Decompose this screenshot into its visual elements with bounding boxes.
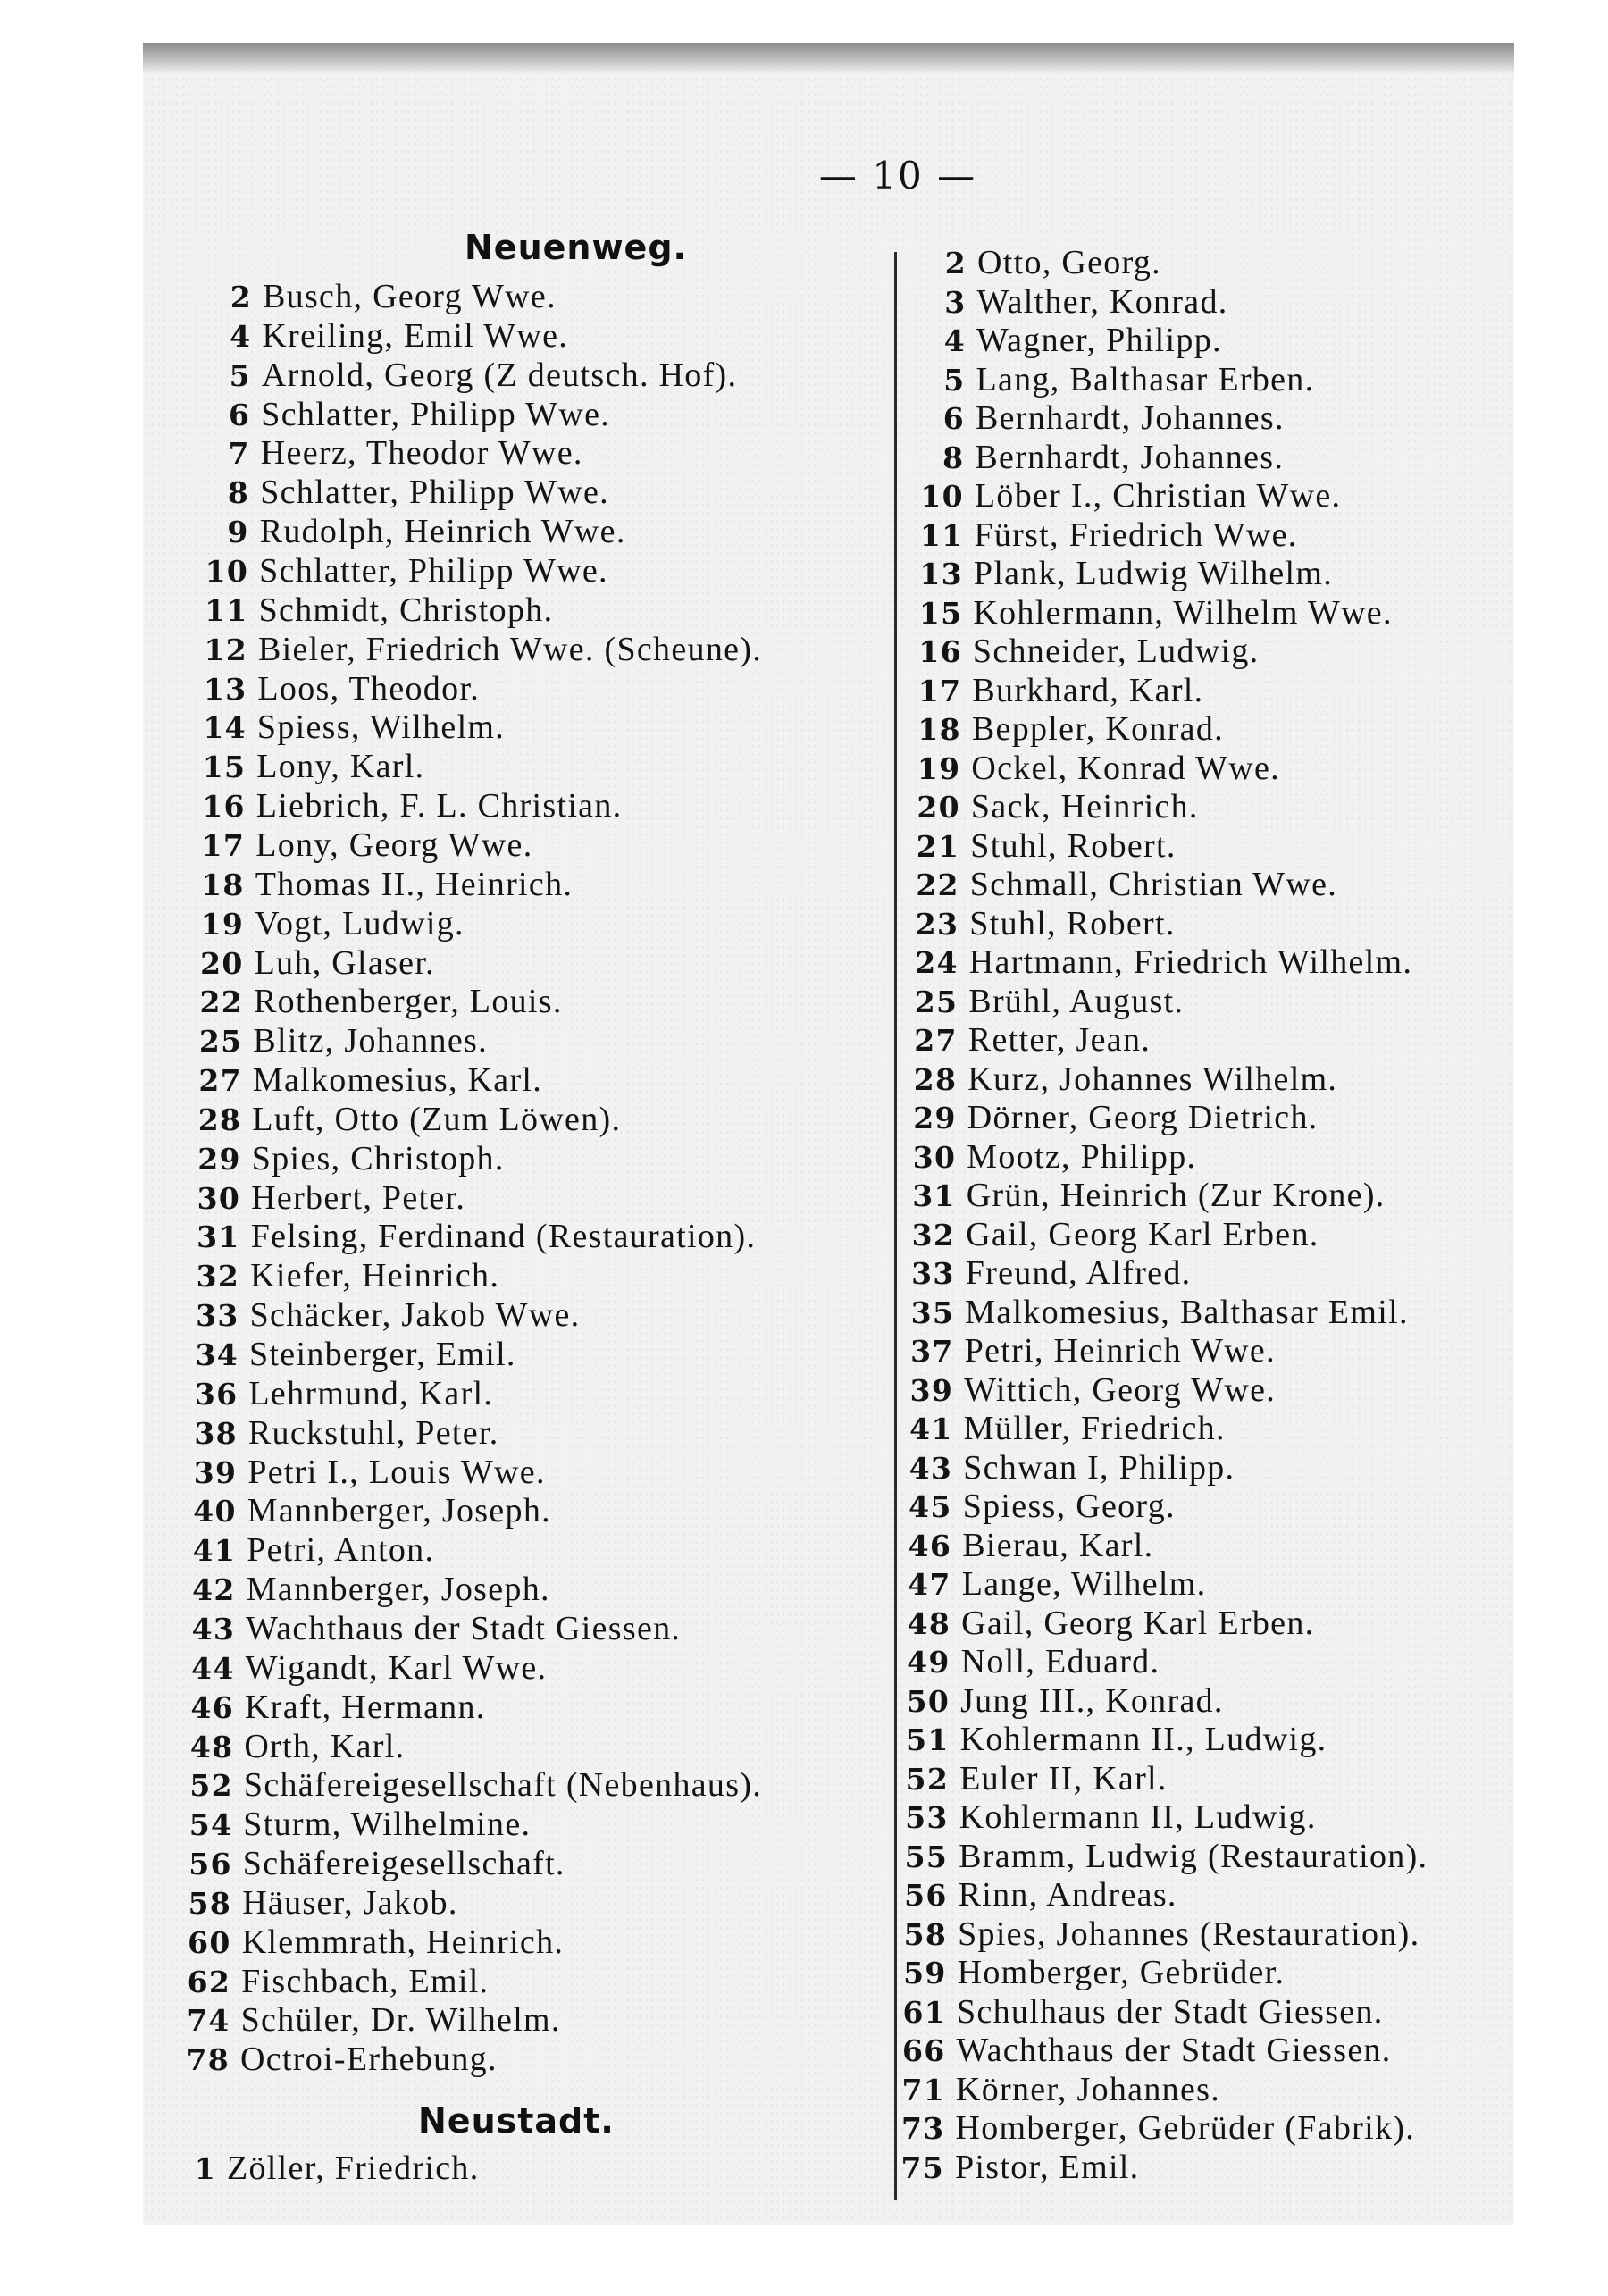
- resident-name: Häuser, Jakob.: [242, 1883, 458, 1922]
- list-item: [176, 1883, 457, 1923]
- list-item: [178, 1727, 405, 1766]
- resident-name: Wachthaus der Stadt Giessen.: [246, 1609, 682, 1647]
- resident-name: Petri, Anton.: [247, 1531, 435, 1570]
- house-number: 7: [228, 436, 250, 472]
- list-item: [194, 512, 626, 551]
- resident-name: Bernhardt, Johannes.: [975, 438, 1285, 476]
- house-number: 28: [913, 1061, 958, 1097]
- resident-name: Euler II, Karl.: [959, 1759, 1168, 1797]
- list-item: [901, 1060, 1337, 1099]
- house-number: 17: [917, 673, 962, 708]
- house-number: 27: [198, 1063, 242, 1098]
- list-item: [179, 1688, 486, 1727]
- list-item: [899, 1293, 1409, 1332]
- house-number: 23: [915, 906, 959, 942]
- list-item: [195, 395, 610, 434]
- resident-name: Dörner, Georg Dietrich.: [967, 1099, 1319, 1136]
- list-item: [890, 2070, 1220, 2109]
- house-number: 46: [190, 1689, 234, 1725]
- list-item: [900, 1176, 1386, 1215]
- house-number: 37: [910, 1334, 954, 1369]
- list-item: [185, 1178, 465, 1218]
- resident-name: Petri I., Louis Wwe.: [247, 1453, 546, 1491]
- house-number: 18: [917, 712, 961, 747]
- list-item: [189, 865, 573, 904]
- resident-name: Schäfereigesellschaft.: [242, 1845, 565, 1882]
- list-item: [181, 1453, 545, 1492]
- house-number: 45: [909, 1489, 952, 1524]
- house-number: 15: [918, 595, 963, 631]
- resident-name: Octroi-Erhebung.: [240, 2040, 498, 2079]
- house-number: 16: [202, 789, 246, 825]
- list-item: [895, 1604, 1314, 1643]
- list-item: [180, 1609, 681, 1648]
- list-item: [898, 1370, 1276, 1410]
- house-number: 28: [197, 1102, 242, 1137]
- house-number: 16: [918, 634, 962, 669]
- list-item: [894, 1720, 1327, 1759]
- house-number: 58: [188, 1885, 232, 1921]
- resident-name: Spiess, Georg.: [962, 1487, 1176, 1525]
- resident-name: Pistor, Emil.: [955, 2148, 1140, 2186]
- list-item: [899, 1331, 1276, 1370]
- resident-name: Otto, Georg.: [977, 244, 1161, 281]
- house-number: 31: [197, 1219, 240, 1255]
- house-number: 58: [903, 1916, 948, 1952]
- resident-name: Petri, Heinrich Wwe.: [964, 1332, 1276, 1370]
- list-item: [188, 943, 435, 983]
- list-item: [909, 476, 1341, 515]
- list-item: [176, 1923, 565, 1962]
- resident-name: Schneider, Ludwig.: [972, 633, 1260, 670]
- resident-name: Freund, Alfred.: [965, 1254, 1192, 1292]
- house-number: 13: [919, 557, 963, 591]
- house-number: 56: [188, 1847, 232, 1881]
- house-number: 17: [201, 827, 246, 863]
- house-number: 44: [191, 1650, 235, 1686]
- list-item: [911, 243, 1161, 282]
- house-number: 33: [196, 1298, 239, 1334]
- resident-name: Lony, Georg Wwe.: [255, 825, 533, 864]
- resident-name: Zöller, Friedrich.: [227, 2149, 480, 2187]
- resident-name: Schlatter, Philipp Wwe.: [259, 552, 608, 590]
- resident-name: Wachthaus der Stadt Giessen.: [956, 2032, 1392, 2069]
- street-heading-neuenweg: Neuenweg.: [465, 228, 687, 267]
- house-number: 11: [919, 517, 964, 553]
- resident-name: Kohlermann, Wilhelm Wwe.: [973, 593, 1393, 632]
- house-number: 19: [917, 750, 961, 786]
- resident-name: Busch, Georg Wwe.: [263, 278, 557, 315]
- house-number: 52: [189, 1768, 233, 1804]
- house-number: 55: [904, 1839, 949, 1874]
- house-number: 15: [202, 750, 247, 785]
- list-item: [188, 982, 563, 1021]
- resident-name: Kohlermann II., Ludwig.: [959, 1721, 1327, 1758]
- list-item: [177, 1805, 531, 1844]
- list-item: [891, 1992, 1384, 2032]
- house-number: 48: [189, 1729, 234, 1764]
- list-item: [177, 1844, 565, 1883]
- house-number: 31: [912, 1178, 956, 1213]
- list-item: [185, 1217, 757, 1256]
- resident-name: Lang, Balthasar Erben.: [976, 360, 1315, 398]
- resident-name: Fürst, Friedrich Wwe.: [974, 515, 1298, 554]
- list-item: [900, 1253, 1192, 1293]
- list-item: [178, 1765, 762, 1805]
- list-item: [892, 1875, 1177, 1915]
- house-number: 5: [229, 357, 251, 393]
- house-number: 27: [914, 1023, 958, 1058]
- house-number: 24: [915, 945, 959, 980]
- house-number: 10: [205, 554, 249, 589]
- house-number: 30: [197, 1180, 241, 1216]
- resident-name: Schmall, Christian Wwe.: [969, 866, 1338, 903]
- house-number: 33: [911, 1256, 955, 1291]
- house-number: 4: [943, 323, 966, 358]
- house-number: 8: [942, 440, 965, 475]
- resident-name: Grün, Heinrich (Zur Krone).: [966, 1177, 1386, 1214]
- house-number: 61: [902, 1994, 946, 2030]
- house-number: 41: [192, 1533, 237, 1569]
- list-item: [903, 943, 1412, 982]
- resident-name: Gail, Georg Karl Erben.: [966, 1215, 1319, 1253]
- resident-name: Wigandt, Karl Wwe.: [245, 1648, 548, 1687]
- resident-name: Schwan I, Philipp.: [963, 1448, 1235, 1487]
- house-number: 35: [910, 1295, 955, 1330]
- house-number: 42: [192, 1572, 236, 1607]
- house-number: 2: [230, 280, 252, 314]
- resident-name: Gail, Georg Karl Erben.: [961, 1604, 1315, 1642]
- resident-name: Sturm, Wilhelmine.: [243, 1806, 532, 1844]
- house-number: 3: [944, 284, 967, 320]
- list-item: [194, 473, 609, 512]
- resident-name: Homberger, Gebrüder (Fabrik).: [955, 2109, 1416, 2147]
- resident-name: Schüler, Dr. Wilhelm.: [240, 2001, 561, 2040]
- resident-name: Brühl, August.: [968, 982, 1185, 1020]
- house-number: 1: [194, 2151, 216, 2186]
- list-item: [196, 316, 568, 356]
- house-number: 25: [198, 1024, 243, 1060]
- house-number: 46: [908, 1528, 952, 1563]
- list-item: [197, 277, 557, 316]
- list-item: [906, 709, 1224, 749]
- house-number: 9: [227, 515, 249, 550]
- list-item: [193, 551, 608, 591]
- resident-name: Schäcker, Jakob Wwe.: [249, 1296, 581, 1335]
- resident-name: Lehrmund, Karl.: [248, 1374, 494, 1412]
- house-number: 75: [900, 2149, 944, 2185]
- house-number: 54: [188, 1807, 233, 1843]
- resident-name: Wittich, Georg Wwe.: [964, 1370, 1277, 1409]
- list-item: [182, 1374, 493, 1413]
- resident-name: Bierau, Karl.: [962, 1526, 1154, 1564]
- house-number: 10: [920, 479, 964, 514]
- list-item: [175, 1962, 489, 2001]
- resident-name: Kurz, Johannes Wilhelm.: [967, 1060, 1338, 1098]
- house-number: 50: [906, 1683, 951, 1719]
- resident-name: Mootz, Philipp.: [967, 1137, 1197, 1176]
- house-number: 30: [912, 1139, 957, 1175]
- list-item: [908, 515, 1297, 555]
- house-number: 40: [193, 1494, 237, 1529]
- house-number: 43: [191, 1611, 236, 1647]
- resident-name: Mannberger, Joseph.: [247, 1492, 551, 1530]
- page-number: — 10 —: [818, 154, 977, 197]
- house-number: 39: [193, 1454, 238, 1490]
- list-item: [904, 826, 1176, 866]
- list-item: [896, 1526, 1153, 1565]
- list-item: [195, 433, 583, 473]
- list-item: [191, 669, 480, 708]
- resident-name: Luh, Glaser.: [254, 943, 435, 982]
- resident-name: Müller, Friedrich.: [963, 1410, 1226, 1447]
- list-item: [196, 356, 737, 395]
- resident-name: Kiefer, Heinrich.: [250, 1257, 500, 1295]
- house-number: 51: [906, 1722, 950, 1757]
- list-item: [181, 1491, 551, 1530]
- resident-name: Sack, Heinrich.: [970, 788, 1199, 825]
- house-number: 22: [199, 985, 243, 1020]
- resident-name: Spies, Johannes (Restauration).: [958, 1915, 1420, 1953]
- resident-name: Jung III., Konrad.: [960, 1681, 1224, 1720]
- list-item: [190, 747, 424, 786]
- resident-name: Steinberger, Emil.: [249, 1336, 516, 1373]
- house-number: 32: [911, 1217, 956, 1253]
- house-number: 34: [195, 1337, 239, 1372]
- resident-name: Spies, Christoph.: [251, 1139, 505, 1177]
- list-item: [188, 904, 465, 943]
- house-number: 60: [188, 1924, 231, 1960]
- list-item: [193, 591, 554, 630]
- list-item: [186, 1100, 621, 1139]
- house-number: 43: [909, 1450, 953, 1486]
- list-item: [180, 1648, 548, 1688]
- house-number: 6: [229, 397, 251, 432]
- list-item: [892, 1953, 1286, 1992]
- list-item: [896, 1564, 1207, 1604]
- house-number: 53: [905, 1800, 949, 1835]
- house-number: 71: [901, 2072, 945, 2107]
- list-item: [905, 787, 1199, 826]
- house-number: 36: [194, 1376, 239, 1412]
- house-number: 73: [900, 2111, 945, 2146]
- list-item: [161, 2149, 480, 2188]
- list-item: [175, 2000, 561, 2040]
- list-item: [903, 904, 1175, 943]
- resident-name: Loos, Theodor.: [257, 669, 481, 708]
- list-item: [909, 398, 1285, 438]
- list-item: [897, 1487, 1176, 1526]
- house-number: 21: [916, 828, 960, 864]
- resident-name: Schmidt, Christoph.: [258, 591, 554, 629]
- list-item: [182, 1413, 499, 1453]
- resident-name: Körner, Johannes.: [956, 2070, 1221, 2108]
- resident-name: Homberger, Gebrüder.: [957, 1954, 1286, 1991]
- list-item: [897, 1448, 1235, 1487]
- house-number: 52: [905, 1761, 950, 1797]
- resident-name: Bramm, Ludwig (Restauration).: [959, 1837, 1428, 1875]
- resident-name: Burkhard, Karl.: [972, 671, 1204, 709]
- house-number: 13: [203, 671, 247, 707]
- house-number: 14: [203, 710, 247, 746]
- resident-name: Rinn, Andreas.: [958, 1876, 1177, 1914]
- list-item: [892, 1915, 1420, 1954]
- list-item: [187, 1060, 542, 1100]
- resident-name: Schulhaus der Stadt Giessen.: [957, 1992, 1384, 2031]
- street-heading-neustadt: Neustadt.: [418, 2101, 615, 2141]
- list-item: [907, 593, 1392, 633]
- resident-name: Rudolph, Heinrich Wwe.: [259, 513, 626, 551]
- list-item: [904, 865, 1337, 904]
- house-number: 6: [942, 401, 965, 436]
- resident-name: Schlatter, Philipp Wwe.: [261, 395, 611, 433]
- house-number: 74: [187, 2003, 230, 2039]
- list-item: [180, 1570, 550, 1609]
- resident-name: Plank, Ludwig Wilhelm.: [973, 555, 1334, 592]
- house-number: 56: [904, 1878, 948, 1913]
- resident-name: Walther, Konrad.: [976, 282, 1228, 321]
- resident-name: Mannberger, Joseph.: [246, 1571, 550, 1608]
- house-number: 38: [194, 1415, 238, 1451]
- resident-name: Orth, Karl.: [244, 1727, 406, 1765]
- resident-name: Kohlermann II, Ludwig.: [959, 1798, 1317, 1836]
- resident-name: Schlatter, Philipp Wwe.: [260, 473, 609, 512]
- list-item: [910, 360, 1315, 399]
- house-number: 48: [907, 1605, 951, 1641]
- house-number: 62: [187, 1964, 231, 1999]
- house-number: 59: [903, 1956, 947, 1990]
- list-item: [902, 982, 1184, 1021]
- house-number: 49: [907, 1645, 951, 1680]
- resident-name: Liebrich, F. L. Christian.: [255, 787, 623, 825]
- resident-name: Schäfereigesellschaft (Nebenhaus).: [243, 1766, 763, 1805]
- house-number: 29: [197, 1141, 241, 1177]
- list-item: [893, 1797, 1317, 1837]
- list-item: [909, 438, 1284, 477]
- scan-top-edge: [143, 43, 1514, 73]
- resident-name: Arnold, Georg (Z deutsch. Hof).: [261, 356, 738, 394]
- house-number: 29: [913, 1101, 957, 1135]
- list-item: [894, 1681, 1224, 1721]
- list-item: [189, 825, 532, 865]
- resident-name: Ruckstuhl, Peter.: [247, 1413, 499, 1452]
- resident-name: Thomas II., Heinrich.: [255, 865, 574, 903]
- house-number: 66: [901, 2033, 946, 2068]
- resident-name: Wagner, Philipp.: [976, 322, 1222, 359]
- list-item: [907, 632, 1260, 671]
- resident-name: Stuhl, Robert.: [969, 904, 1176, 943]
- list-item: [187, 1021, 488, 1060]
- list-item: [902, 1020, 1151, 1060]
- resident-name: Ockel, Konrad Wwe.: [971, 749, 1280, 787]
- list-item: [184, 1256, 499, 1295]
- house-number: 19: [200, 906, 245, 942]
- resident-name: Retter, Jean.: [967, 1021, 1152, 1059]
- resident-name: Spiess, Wilhelm.: [256, 708, 506, 747]
- resident-name: Malkomesius, Karl.: [252, 1061, 543, 1099]
- resident-name: Noll, Eduard.: [960, 1643, 1160, 1680]
- list-item: [900, 1215, 1319, 1254]
- list-item: [892, 1837, 1428, 1876]
- house-number: 4: [230, 318, 252, 354]
- house-number: 11: [205, 592, 248, 628]
- list-item: [891, 2031, 1392, 2070]
- resident-name: Malkomesius, Balthasar Emil.: [965, 1293, 1409, 1331]
- list-item: [893, 1759, 1168, 1798]
- house-number: 2: [944, 246, 967, 281]
- list-item: [901, 1098, 1319, 1137]
- list-item: [180, 1530, 434, 1570]
- resident-name: Herbert, Peter.: [251, 1178, 466, 1217]
- resident-name: Bernhardt, Johannes.: [976, 399, 1285, 437]
- list-item: [191, 708, 505, 747]
- resident-name: Fischbach, Emil.: [241, 1962, 490, 2000]
- list-item: [190, 786, 623, 825]
- list-item: [895, 1642, 1160, 1681]
- house-number: 32: [196, 1259, 240, 1295]
- resident-name: Klemmrath, Heinrich.: [241, 1923, 565, 1961]
- house-number: 78: [186, 2042, 230, 2078]
- resident-name: Rothenberger, Louis.: [254, 983, 563, 1021]
- list-item: [186, 1139, 505, 1178]
- resident-name: Lony, Karl.: [256, 748, 425, 786]
- house-number: 22: [916, 867, 959, 902]
- house-number: 41: [909, 1412, 953, 1446]
- list-item: [905, 749, 1280, 788]
- house-number: 39: [909, 1372, 954, 1408]
- resident-name: Kreiling, Emil Wwe.: [262, 316, 569, 355]
- list-item: [174, 2040, 498, 2079]
- house-number: 12: [204, 632, 247, 667]
- house-number: 20: [917, 790, 960, 825]
- list-item: [890, 2108, 1416, 2148]
- resident-name: Vogt, Ludwig.: [255, 904, 465, 943]
- list-item: [910, 321, 1222, 360]
- list-item: [911, 282, 1228, 322]
- house-number: 5: [943, 362, 966, 398]
- list-item: [906, 671, 1203, 710]
- resident-name: Löber I., Christian Wwe.: [974, 477, 1342, 515]
- list-item: [184, 1295, 581, 1335]
- resident-name: Stuhl, Robert.: [970, 826, 1177, 865]
- list-item: [900, 1137, 1196, 1177]
- house-number: 8: [227, 475, 250, 511]
- list-item: [192, 630, 762, 669]
- house-number: 25: [914, 984, 959, 1019]
- house-number: 20: [200, 945, 244, 981]
- resident-name: Kraft, Hermann.: [245, 1688, 486, 1726]
- house-number: 18: [201, 867, 245, 902]
- resident-name: Luft, Otto (Zum Löwen).: [252, 1100, 622, 1138]
- resident-name: Lange, Wilhelm.: [961, 1565, 1207, 1603]
- resident-name: Felsing, Ferdinand (Restauration).: [250, 1218, 757, 1256]
- list-item: [898, 1409, 1226, 1448]
- resident-name: Hartmann, Friedrich Wilhelm.: [968, 943, 1413, 981]
- list-item: [908, 554, 1333, 593]
- resident-name: Bieler, Friedrich Wwe. (Scheune).: [258, 630, 763, 668]
- resident-name: Blitz, Johannes.: [253, 1022, 488, 1060]
- resident-name: Beppler, Konrad.: [971, 710, 1224, 748]
- list-item: [889, 2148, 1139, 2187]
- list-item: [183, 1335, 516, 1374]
- resident-name: Heerz, Theodor Wwe.: [260, 434, 583, 473]
- house-number: 47: [908, 1567, 951, 1602]
